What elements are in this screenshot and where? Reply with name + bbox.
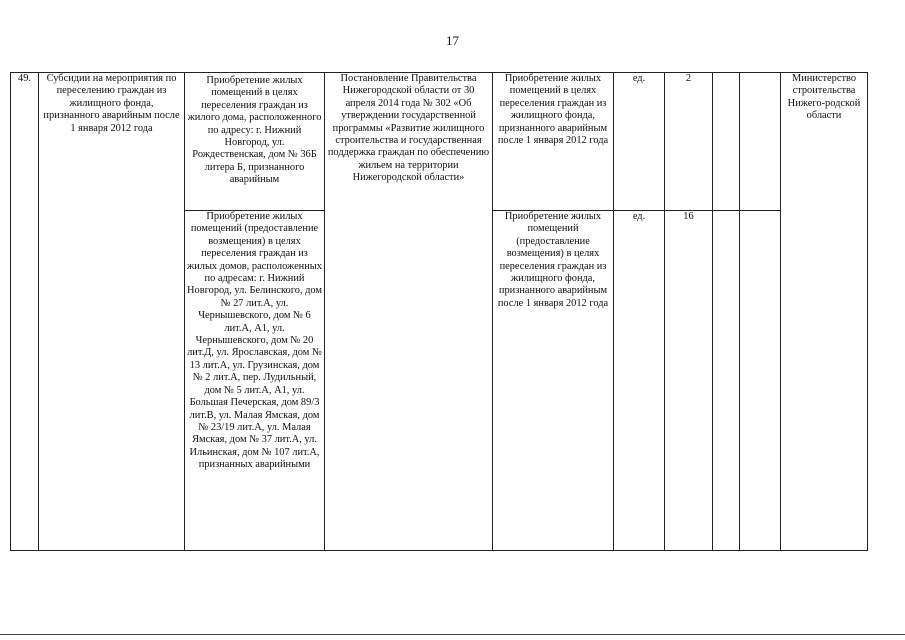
subsidy-text: Субсидии на мероприятия по переселению граждан из жилищного фонда, признанного аварийным после 1 января 2012 года xyxy=(43,73,180,134)
subsidy-cell xyxy=(39,73,185,551)
value-cell-2 xyxy=(665,211,713,551)
unit-text-1: ед. xyxy=(632,73,646,84)
purchase-cell-1 xyxy=(185,73,325,211)
value-cell-1 xyxy=(665,73,713,211)
empty-cell xyxy=(713,211,740,551)
indicator-cell-1 xyxy=(493,73,614,211)
decree-text: Постановление Правительства Нижегородской области от 30 апреля 2014 года № 302 «Об утверждении государственной программы «Развитие жилищного строительства и государственная поддержка граждан по обеспечению жильем на территории Нижегородской области» xyxy=(327,73,490,184)
purchase-text-1: Приобретение жилых помещений в целях переселения граждан из жилого дома, расположенного по адресу: г. Нижний Новгород, ул. Рождественская, дом № 36Б литера Б, признанного аварийным xyxy=(187,75,322,186)
row-number-cell xyxy=(11,73,39,551)
page-bottom-rule xyxy=(0,634,905,635)
unit-text-2: ед. xyxy=(632,211,646,222)
page-number: 17 xyxy=(446,33,459,48)
empty-cell xyxy=(740,211,781,551)
unit-cell-2 xyxy=(614,211,665,551)
ministry-cell xyxy=(781,73,868,551)
program-table xyxy=(10,72,868,551)
purchase-cell-2 xyxy=(185,211,325,551)
row-number: 49. xyxy=(18,73,31,84)
empty-cell xyxy=(713,73,740,211)
indicator-cell-2 xyxy=(493,211,614,551)
indicator-text-2: Приобретение жилых помещений (предоставление возмещения) в целях переселения граждан из жилищного фонда, признанного аварийным после 1 января 2012 года xyxy=(497,211,609,309)
ministry-text: Министерство строительства Нижего-родской области xyxy=(787,73,861,122)
empty-cell xyxy=(740,73,781,211)
value-text-2: 16 xyxy=(683,211,694,222)
unit-cell-1 xyxy=(614,73,665,211)
value-text-1: 2 xyxy=(685,73,692,84)
decree-cell xyxy=(325,73,493,551)
purchase-text-2: Приобретение жилых помещений (предоставление возмещения) в целях переселения граждан из жилых домов, расположенных по адресам: г. Нижний Новгород, ул. Белинского, дом № 27 лит.А, ул. Чернышевского, дом № 6 лит.А, А1, ул. Чернышевского, дом № 20 лит.Д, ул. Ярославская, дом № 13 лит.А, ул. Грузинская, дом № 2 лит.А, пер. Лудильный, дом № 5 лит.А, А1, ул. Большая Печерская, дом 89/3 лит.В, ул. Малая Ямская, дом № 23/19 лит.А, ул. Малая Ямская, дом № 37 лит.А, ул. Ильинская, дом № 107 лит.А, признанных аварийными xyxy=(187,211,322,471)
table-row xyxy=(11,73,868,211)
indicator-text-1: Приобретение жилых помещений в целях переселения граждан из жилищного фонда, признанного аварийным после 1 января 2012 года xyxy=(497,73,609,147)
